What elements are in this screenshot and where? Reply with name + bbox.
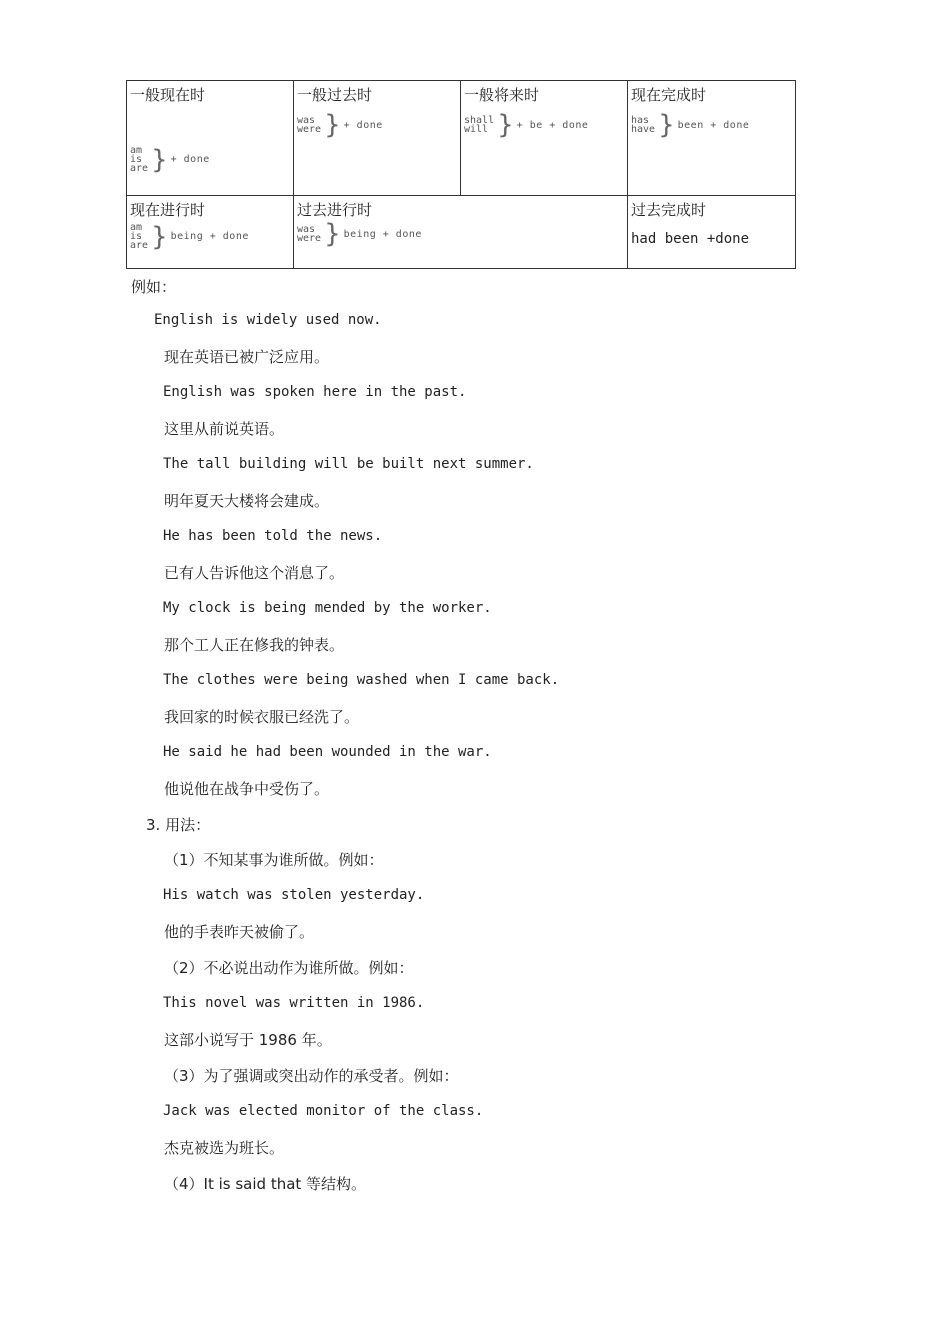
- example-cn: 那个工人正在修我的钟表。: [164, 636, 345, 654]
- example-cn: 我回家的时候衣服已经洗了。: [164, 708, 360, 726]
- example-en: English is widely used now.: [154, 312, 382, 328]
- brace-icon: }: [658, 110, 675, 140]
- example-cn: 他说他在战争中受伤了。: [164, 780, 330, 798]
- tense-table-row: [127, 81, 796, 196]
- cell-present-perfect: [628, 81, 796, 196]
- example-en: The clothes were being washed when I came back.: [163, 672, 560, 688]
- usage-item-en: Jack was elected monitor of the class.: [163, 1103, 484, 1119]
- formula: [297, 110, 457, 140]
- formula-subject: is: [130, 154, 143, 165]
- usage-item-cn: 杰克被选为班长。: [164, 1139, 285, 1157]
- formula-subject: shall: [464, 115, 495, 126]
- formula-subject: will: [464, 124, 489, 135]
- cell-past-continuous: [294, 196, 628, 269]
- formula-rest: + done: [343, 119, 383, 131]
- example-en: He has been told the news.: [163, 528, 383, 544]
- cell-header: 现在进行时: [130, 201, 206, 219]
- formula-rest: been + done: [677, 119, 750, 131]
- formula-subject: were: [297, 124, 322, 135]
- tense-table: [126, 80, 796, 269]
- usage-item-label: （2）不必说出动作为谁所做。例如：: [164, 959, 414, 977]
- cell-header: 过去进行时: [297, 201, 373, 219]
- cell-header: 一般将来时: [464, 86, 540, 104]
- formula-subject: was: [297, 224, 316, 235]
- usage-item-en: This novel was written in 1986.: [163, 995, 425, 1011]
- formula-subject: is: [130, 231, 143, 242]
- formula-subject: am: [130, 145, 143, 156]
- cell-present-simple: [127, 81, 294, 196]
- example-cn: 这里从前说英语。: [164, 420, 285, 438]
- example-en: English was spoken here in the past.: [163, 384, 467, 400]
- formula: [464, 110, 624, 140]
- cell-header: 一般现在时: [130, 86, 206, 104]
- example-cn: 已有人告诉他这个消息了。: [164, 564, 345, 582]
- brace-icon: }: [324, 110, 341, 140]
- brace-icon: }: [151, 221, 168, 252]
- example-en: He said he had been wounded in the war.: [163, 744, 492, 760]
- formula: [297, 219, 624, 249]
- cell-past-simple: [294, 81, 461, 196]
- formula-text: had been +done: [631, 231, 750, 247]
- example-cn: 现在英语已被广泛应用。: [164, 348, 330, 366]
- example-cn: 明年夏天大楼将会建成。: [164, 492, 330, 510]
- usage-item-label: （4）It is said that 等结构。: [164, 1175, 367, 1193]
- brace-icon: }: [324, 219, 341, 249]
- example-label: 例如：: [131, 278, 177, 296]
- example-en: The tall building will be built next summer.: [163, 456, 534, 472]
- formula-subject: am: [130, 222, 143, 233]
- example-en: My clock is being mended by the worker.: [163, 600, 492, 616]
- brace-icon: }: [151, 144, 168, 175]
- formula-subject: are: [130, 240, 149, 251]
- formula-rest: + done: [170, 154, 210, 165]
- cell-future-simple: [461, 81, 628, 196]
- tense-table-row: [127, 196, 796, 269]
- formula: [130, 223, 290, 250]
- formula-rest: being + done: [170, 231, 249, 242]
- usage-item-label: （1）不知某事为谁所做。例如：: [164, 851, 384, 869]
- usage-heading: 3. 用法：: [146, 816, 211, 834]
- formula-rest: + be + done: [516, 119, 589, 131]
- usage-item-cn: 他的手表昨天被偷了。: [164, 923, 315, 941]
- cell-header: 现在完成时: [631, 86, 707, 104]
- formula-subject: was: [297, 115, 316, 126]
- cell-present-continuous: [127, 196, 294, 269]
- formula-subject: are: [130, 163, 149, 174]
- brace-icon: }: [497, 110, 514, 140]
- usage-item-en: His watch was stolen yesterday.: [163, 887, 425, 903]
- formula: [631, 110, 792, 140]
- cell-header: 一般过去时: [297, 86, 373, 104]
- formula-subject: has: [631, 115, 650, 126]
- usage-item-label: （3）为了强调或突出动作的承受者。例如：: [164, 1067, 459, 1085]
- formula-subject: have: [631, 124, 656, 135]
- cell-header: 过去完成时: [631, 201, 707, 219]
- formula: [130, 146, 290, 173]
- formula-subject: were: [297, 233, 322, 244]
- cell-past-perfect: [628, 196, 796, 269]
- usage-item-cn: 这部小说写于 1986 年。: [164, 1031, 332, 1049]
- formula-rest: being + done: [343, 228, 422, 240]
